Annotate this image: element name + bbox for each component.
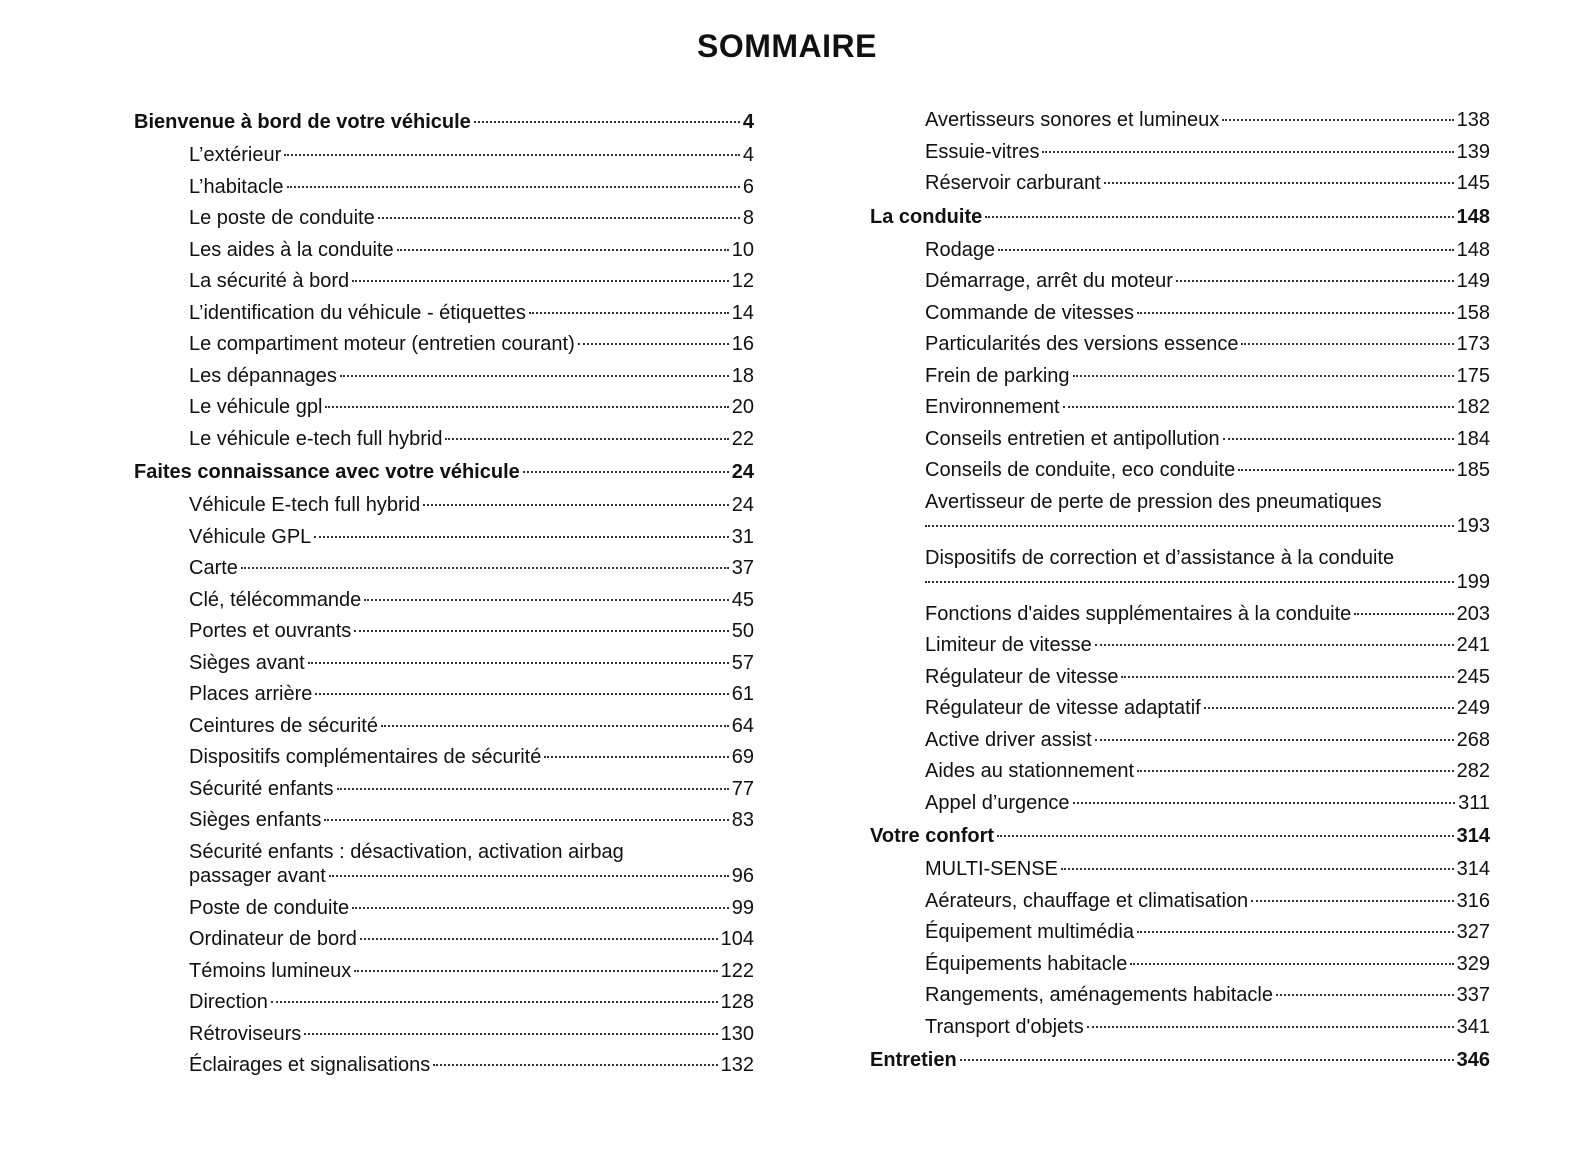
toc-entry[interactable] (870, 454, 1490, 486)
toc-page-number: 45 (731, 588, 754, 611)
dot-leader (925, 525, 1454, 527)
toc-page-number: 37 (731, 557, 754, 579)
dot-leader (397, 249, 729, 251)
dot-leader (1104, 182, 1454, 184)
toc-entry[interactable] (134, 423, 754, 455)
toc-entry-continuation (925, 570, 1490, 598)
toc-entry-label: Environnement (925, 396, 1060, 418)
toc-entry[interactable] (870, 724, 1490, 756)
toc-entry-label: Sécurité enfants (189, 777, 334, 800)
toc-page-number: 241 (1456, 634, 1490, 656)
toc-entry[interactable] (870, 692, 1490, 724)
toc-page-number: 182 (1456, 396, 1490, 418)
toc-entry-label: Le véhicule e-tech full hybrid (189, 427, 443, 450)
toc-page-number: 20 (731, 396, 754, 418)
toc-entry-label: Sécurité enfants : désactivation, activation airbag (189, 840, 624, 863)
dot-leader (1354, 613, 1453, 615)
toc-entry[interactable] (134, 1018, 754, 1050)
toc-entry[interactable] (134, 360, 754, 392)
dot-leader (529, 312, 729, 314)
toc-page-number: 64 (731, 714, 754, 737)
dot-leader (1223, 438, 1454, 440)
toc-page-number: 8 (742, 207, 754, 229)
toc-page-number: 316 (1456, 889, 1490, 912)
toc-page-number: 18 (731, 364, 754, 387)
toc-section-label: Votre confort (870, 825, 995, 847)
toc-page-number: 69 (731, 746, 754, 768)
dot-leader (1061, 868, 1454, 870)
toc-entry[interactable] (134, 836, 754, 892)
toc-entry-label: Régulateur de vitesse adaptatif (925, 697, 1201, 719)
dot-leader (544, 756, 728, 758)
toc-entry-label: Équipements habitacle (925, 952, 1128, 975)
toc-entry[interactable] (134, 552, 754, 584)
dot-leader (352, 280, 729, 282)
toc-entry-label: Essuie-vitres (925, 140, 1040, 163)
toc-entry-continuation (925, 514, 1490, 542)
toc-entry-label: Places arrière (189, 683, 313, 705)
toc-entry[interactable] (870, 486, 1490, 542)
dot-leader (474, 121, 740, 123)
dot-leader (1087, 1026, 1454, 1028)
toc-entry[interactable] (134, 955, 754, 987)
toc-entry-label: Le poste de conduite (189, 207, 375, 229)
dot-leader (1137, 312, 1454, 314)
toc-section-label: La conduite (870, 205, 983, 228)
toc-entry[interactable] (134, 710, 754, 742)
toc-page-number: 282 (1456, 760, 1490, 782)
toc-entry-label: Particularités des versions essence (925, 333, 1239, 355)
dot-leader (1238, 469, 1453, 471)
dot-leader (445, 438, 728, 440)
toc-entry-continuation (189, 864, 754, 892)
dot-leader (1042, 151, 1453, 153)
toc-entry[interactable] (870, 391, 1490, 423)
dot-leader (1121, 676, 1453, 678)
toc-entry-label: Carte (189, 557, 238, 579)
toc-entry[interactable] (870, 755, 1490, 787)
toc-entry-label: Fonctions d'aides supplémentaires à la conduite (925, 602, 1352, 625)
dot-leader (1073, 375, 1454, 377)
dot-leader (1095, 644, 1454, 646)
dot-leader (241, 567, 729, 569)
toc-page-number: 77 (731, 777, 754, 800)
dot-leader (1130, 963, 1453, 965)
toc-entry[interactable] (870, 104, 1490, 136)
toc-entry[interactable] (870, 629, 1490, 661)
toc-entry-label: Limiteur de vitesse (925, 634, 1092, 656)
dot-leader (337, 788, 729, 790)
toc-entry-label: Éclairages et signalisations (189, 1054, 431, 1076)
toc-entry-label: Dispositifs complémentaires de sécurité (189, 746, 542, 768)
toc-entry[interactable] (134, 139, 754, 171)
dot-leader (423, 504, 729, 506)
toc-entry[interactable] (134, 234, 754, 266)
toc-section[interactable] (870, 818, 1490, 853)
toc-page-number: 14 (731, 301, 754, 324)
toc-entry-label: La sécurité à bord (189, 270, 350, 292)
dot-leader (315, 693, 728, 695)
toc-entry-label: Rodage (925, 238, 996, 261)
toc-entry[interactable] (870, 598, 1490, 630)
dot-leader (1204, 707, 1454, 709)
toc-entry-label: Véhicule GPL (189, 525, 312, 548)
toc-page-number: 130 (720, 1022, 754, 1045)
dot-leader (329, 875, 729, 877)
toc-page-number: 327 (1456, 921, 1490, 943)
toc-entry[interactable] (134, 678, 754, 710)
toc-entry-label: Sièges enfants (189, 809, 322, 831)
toc-entry[interactable] (870, 916, 1490, 948)
toc-entry[interactable] (134, 584, 754, 616)
dot-leader (998, 249, 1454, 251)
dot-leader (1276, 994, 1454, 996)
toc-page-number: 329 (1456, 952, 1490, 975)
toc-page-number: 173 (1456, 333, 1490, 355)
toc-entry[interactable] (870, 328, 1490, 360)
toc-page-number: 61 (731, 683, 754, 705)
toc-entry-label: Frein de parking (925, 364, 1070, 387)
toc-entry-label: Conseils de conduite, eco conduite (925, 459, 1236, 481)
toc-page-number: 175 (1456, 364, 1490, 387)
dot-leader (1251, 900, 1453, 902)
toc-entry-label: Appel d’urgence (925, 791, 1070, 814)
toc-entry[interactable] (870, 265, 1490, 297)
toc-entry-label: Les dépannages (189, 364, 337, 387)
toc-entry-label: Le véhicule gpl (189, 396, 323, 418)
toc-page-number: 314 (1456, 825, 1490, 847)
dot-leader (997, 835, 1454, 837)
toc-entry[interactable] (134, 804, 754, 836)
dot-leader (304, 1033, 717, 1035)
toc-entry-label: Direction (189, 991, 268, 1013)
toc-page-number: 132 (720, 1054, 754, 1076)
toc-page-number: 4 (742, 111, 754, 133)
toc-entry-label: Le compartiment moteur (entretien courant) (189, 333, 575, 355)
dot-leader (284, 154, 740, 156)
toc-entry-label: Aides au stationnement (925, 760, 1135, 782)
dot-leader (354, 630, 728, 632)
toc-page-number: 193 (1456, 514, 1490, 537)
dot-leader (352, 907, 729, 909)
toc-entry[interactable] (870, 167, 1490, 199)
toc-entry-label: Portes et ouvrants (189, 620, 352, 642)
toc-entry[interactable] (870, 360, 1490, 392)
toc-entry-label: Ordinateur de bord (189, 928, 357, 950)
toc-page-number: 185 (1456, 459, 1490, 481)
dot-leader (925, 581, 1454, 583)
dot-leader (1073, 802, 1456, 804)
page-title: SOMMAIRE (697, 28, 877, 64)
toc-entry-label: Avertisseurs sonores et lumineux (925, 109, 1220, 131)
toc-page-number: 184 (1456, 427, 1490, 450)
toc-entry[interactable] (134, 202, 754, 234)
toc-page-number: 10 (731, 238, 754, 261)
toc-page-number: 57 (731, 651, 754, 674)
toc-page-number: 83 (731, 809, 754, 831)
toc-entry-label: Rangements, aménagements habitacle (925, 984, 1273, 1006)
toc-entry[interactable] (134, 171, 754, 203)
dot-leader (985, 216, 1453, 218)
toc-entry-label: Démarrage, arrêt du moteur (925, 270, 1173, 292)
toc-page-number: 31 (731, 525, 754, 548)
toc-entry[interactable] (870, 542, 1490, 598)
toc-entry[interactable] (870, 885, 1490, 917)
toc-page-number: 245 (1456, 665, 1490, 688)
dot-leader (381, 725, 729, 727)
toc-entry[interactable] (134, 615, 754, 647)
dot-leader (340, 375, 729, 377)
toc-page-number: 99 (731, 896, 754, 919)
toc-entry-label: Réservoir carburant (925, 172, 1101, 194)
dot-leader (433, 1064, 717, 1066)
toc-page-number: 50 (731, 620, 754, 642)
dot-leader (314, 536, 728, 538)
toc-section[interactable] (870, 1042, 1490, 1077)
toc-section[interactable] (134, 454, 754, 489)
toc-entry-label: MULTI-SENSE (925, 858, 1058, 880)
toc-entry-label: Régulateur de vitesse (925, 665, 1119, 688)
toc-entry[interactable] (134, 892, 754, 924)
toc-page-number: 203 (1456, 602, 1490, 625)
toc-section-label: Faites connaissance avec votre véhicule (134, 461, 520, 483)
toc-entry[interactable] (870, 948, 1490, 980)
toc-page-number: 337 (1456, 984, 1490, 1006)
toc-page-number: 148 (1456, 205, 1490, 228)
toc-entry[interactable] (134, 328, 754, 360)
toc-entry[interactable] (134, 391, 754, 423)
dot-leader (1176, 280, 1454, 282)
toc-page-number: 24 (731, 494, 754, 516)
toc-page-number: 311 (1458, 791, 1490, 814)
dot-leader (287, 186, 740, 188)
dot-leader (960, 1059, 1454, 1061)
toc-page-number: 12 (731, 270, 754, 292)
toc-page-number: 346 (1456, 1049, 1490, 1071)
dot-leader (1137, 770, 1454, 772)
toc-entry-label: Ceintures de sécurité (189, 714, 378, 737)
toc-page-number: 122 (720, 959, 754, 982)
toc-page-number: 149 (1456, 270, 1490, 292)
toc-entry-label: Transport d'objets (925, 1015, 1084, 1038)
toc-column-left (134, 104, 754, 1081)
toc-entry-label: Aérateurs, chauffage et climatisation (925, 889, 1249, 912)
toc-entry-label: Commande de vitesses (925, 301, 1134, 324)
toc-entry-label: L’habitacle (189, 175, 284, 198)
toc-entry-label: Rétroviseurs (189, 1022, 302, 1045)
toc-entry[interactable] (134, 489, 754, 521)
toc-page-number: 128 (720, 991, 754, 1013)
toc-section[interactable] (870, 199, 1490, 234)
toc-section[interactable] (134, 104, 754, 139)
toc-page-number: 314 (1456, 858, 1490, 880)
toc-column-right (870, 104, 1490, 1077)
toc-page-number: 145 (1456, 172, 1490, 194)
dot-leader (325, 406, 728, 408)
toc-entry-label: Poste de conduite (189, 896, 350, 919)
dot-leader (378, 217, 740, 219)
toc-entry[interactable] (870, 787, 1490, 819)
toc-entry[interactable] (870, 979, 1490, 1011)
toc-page-number: 96 (731, 864, 754, 887)
toc-entry[interactable] (870, 661, 1490, 693)
toc-section-label: Entretien (870, 1049, 957, 1071)
toc-entry-label: Clé, télécommande (189, 588, 362, 611)
toc-page-number: 4 (742, 144, 754, 166)
toc-entry-label: Sièges avant (189, 651, 305, 674)
toc-page-number: 6 (742, 175, 754, 198)
toc-entry-label: L’extérieur (189, 144, 282, 166)
dot-leader (1241, 343, 1453, 345)
toc-entry-label: Conseils entretien et antipollution (925, 427, 1220, 450)
toc-page-number: 268 (1456, 728, 1490, 751)
toc-entry[interactable] (134, 1049, 754, 1081)
toc-section-label: Bienvenue à bord de votre véhicule (134, 111, 471, 133)
toc-entry-label: Véhicule E-tech full hybrid (189, 494, 421, 516)
toc-page-number: 24 (731, 461, 754, 483)
toc-entry[interactable] (870, 1011, 1490, 1043)
toc-entry[interactable] (870, 136, 1490, 168)
toc-entry[interactable] (134, 297, 754, 329)
toc-page-number: 249 (1456, 697, 1490, 719)
dot-leader (354, 970, 717, 972)
toc-page-number: 104 (720, 928, 754, 950)
toc-entry-label: L’identification du véhicule - étiquettes (189, 301, 526, 324)
dot-leader (271, 1001, 718, 1003)
toc-entry[interactable] (870, 853, 1490, 885)
dot-leader (1095, 739, 1454, 741)
toc-page-number: 16 (731, 333, 754, 355)
toc-entry-label: Dispositifs de correction et d’assistance à la conduite (925, 546, 1395, 569)
toc-entry[interactable] (870, 423, 1490, 455)
toc-page-number: 341 (1456, 1015, 1490, 1038)
toc-page-number: 138 (1456, 109, 1490, 131)
dot-leader (308, 662, 729, 664)
toc-entry[interactable] (134, 773, 754, 805)
toc-entry[interactable] (134, 741, 754, 773)
toc-entry-label: Avertisseur de perte de pression des pneumatiques (925, 490, 1382, 513)
toc-entry[interactable] (134, 923, 754, 955)
toc-entry[interactable] (134, 986, 754, 1018)
dot-leader (364, 599, 728, 601)
toc-page-number: 199 (1456, 570, 1490, 593)
toc-page-number: 148 (1456, 238, 1490, 261)
toc-page-number: 158 (1456, 301, 1490, 324)
toc-entry[interactable] (134, 521, 754, 553)
toc-entry-label: Les aides à la conduite (189, 238, 394, 261)
dot-leader (523, 471, 729, 473)
toc-entry[interactable] (870, 234, 1490, 266)
dot-leader (578, 343, 729, 345)
dot-leader (1222, 119, 1453, 121)
dot-leader (324, 819, 728, 821)
toc-entry[interactable] (134, 647, 754, 679)
dot-leader (1063, 406, 1454, 408)
dot-leader (1137, 931, 1454, 933)
toc-entry-label-continued: passager avant (189, 864, 326, 887)
toc-entry[interactable] (134, 265, 754, 297)
toc-entry[interactable] (870, 297, 1490, 329)
toc-entry-label: Active driver assist (925, 728, 1092, 751)
toc-entry-label: Équipement multimédia (925, 921, 1134, 943)
toc-page-number: 22 (731, 427, 754, 450)
toc-entry-label: Témoins lumineux (189, 959, 352, 982)
dot-leader (360, 938, 718, 940)
toc-page-number: 139 (1456, 140, 1490, 163)
